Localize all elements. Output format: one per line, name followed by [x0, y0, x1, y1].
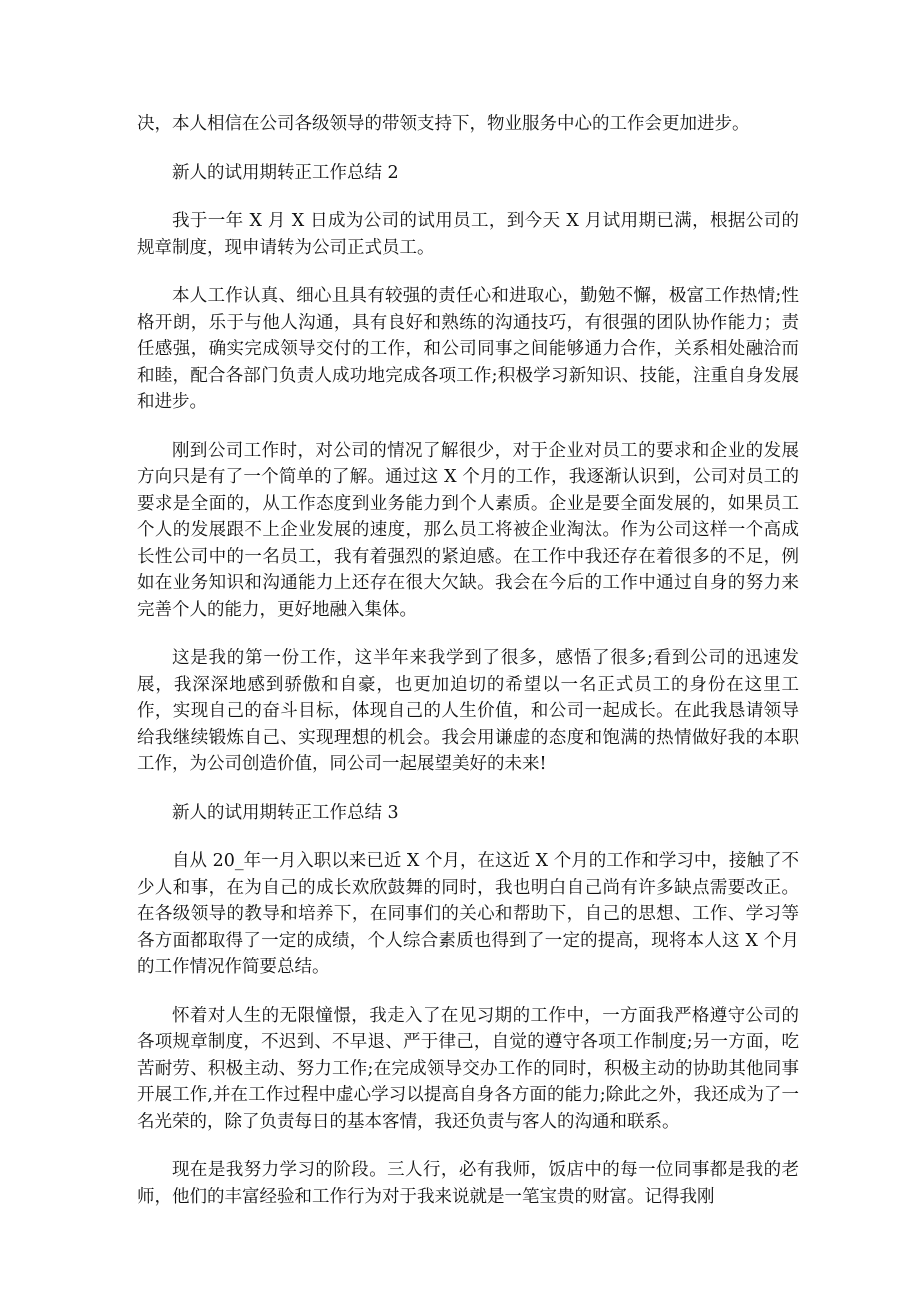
- section-heading-2: 新人的试用期转正工作总结 2: [172, 162, 399, 183]
- paragraph-continuation: 决，本人相信在公司各级领导的带领支持下，物业服务中心的工作会更加进步。: [137, 114, 750, 134]
- paragraph: 本人工作认真、细心且具有较强的责任心和进取心，勤勉不懈，极富工作热情;性格开朗，乐于与他人沟通，具有良好和熟练的沟通技巧，有很强的团队协作能力；责任感强，确实完成领导交付的工作，和公司同事之间能够通力合作，关系相处融洽而和睦，配合各部门负责人成功地完成各项工作;积极学习新知识、技能，注重自身发展和进步。: [137, 286, 799, 412]
- paragraph: 现在是我努力学习的阶段。三人行，必有我师，饭店中的每一位同事都是我的老师，他们的丰富经验和工作行为对于我来说就是一笔宝贵的财富。记得我刚: [137, 1160, 799, 1207]
- paragraph: 怀着对人生的无限憧憬，我走入了在见习期的工作中，一方面我严格遵守公司的各项规章制度，不迟到、不早退、严于律己，自觉的遵守各项工作制度;另一方面，吃苦耐劳、积极主动、努力工作;在完成领导交办工作的同时，积极主动的协助其他同事开展工作,并在工作过程中虚心学习以提高自身各方面的能力;除此之外，我还成为了一名光荣的，除了负责每日的基本客情，我还负责与客人的沟通和联系。: [137, 1005, 799, 1132]
- paragraph: 这是我的第一份工作，这半年来我学到了很多，感悟了很多;看到公司的迅速发展，我深深地感到骄傲和自豪，也更加迫切的希望以一名正式员工的身份在这里工作，实现自己的奋斗目标，体现自己的人生价值，和公司一起成长。在此我恳请领导给我继续锻炼自己、实现理想的机会。我会用谦虚的态度和饱满的热情做好我的本职工作，为公司创造价值，同公司一起展望美好的未来!: [137, 648, 799, 774]
- paragraph: 自从 20_年一月入职以来已近 X 个月，在这近 X 个月的工作和学习中，接触了不少人和事，在为自己的成长欢欣鼓舞的同时，我也明白自己尚有许多缺点需要改正。在各级领导的教导和培养下，在同事们的关心和帮助下，自己的思想、工作、学习等各方面都取得了一定的成绩，个人综合素质也得到了一定的提高，现将本人这 X 个月的工作情况作简要总结。: [137, 851, 799, 977]
- paragraph: 我于一年 X 月 X 日成为公司的试用员工，到今天 X 月试用期已满，根据公司的规章制度，现申请转为公司正式员工。: [137, 211, 799, 258]
- document-body: [137, 111, 799, 1232]
- paragraph: 刚到公司工作时，对公司的情况了解很少，对于企业对员工的要求和企业的发展方向只是有了一个简单的了解。通过这 X 个月的工作，我逐渐认识到，公司对员工的要求是全面的，从工作态度到业务能力到个人素质。企业是要全面发展的，如果员工个人的发展跟不上企业发展的速度，那么员工将被企业淘汰。作为公司这样一个高成长性公司中的一名员工，我有着强烈的紧迫感。在工作中我还存在着很多的不足，例如在业务知识和沟通能力上还存在很大欠缺。我会在今后的工作中通过自身的努力来完善个人的能力，更好地融入集体。: [137, 440, 799, 620]
- section-heading-3: 新人的试用期转正工作总结 3: [172, 802, 399, 823]
